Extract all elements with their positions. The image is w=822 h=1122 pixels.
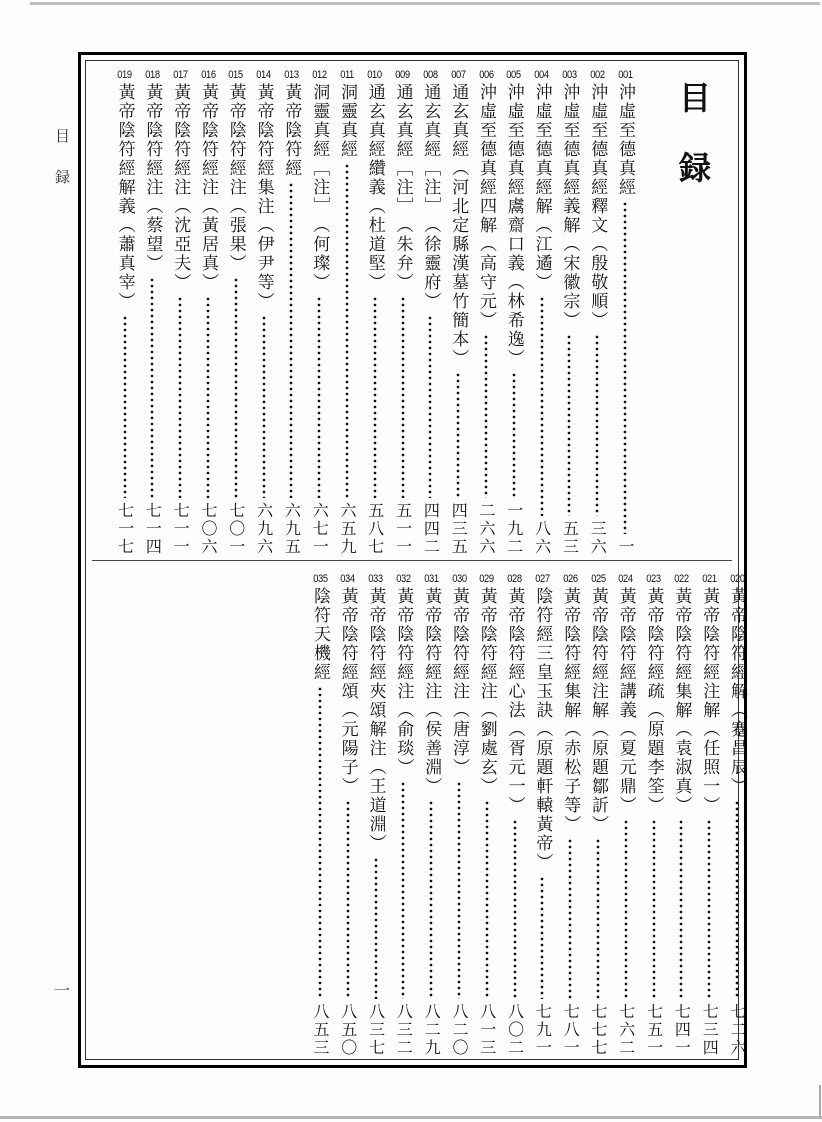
entry-page: 七二六 (728, 1003, 747, 1057)
leader-dots (567, 334, 571, 516)
entry-title: 黃帝陰符經疏︵原題李筌︶ (643, 587, 664, 815)
entry-page: 一九二 (504, 502, 524, 556)
entry-title: 黃帝陰符經 (281, 83, 302, 178)
margin-running-title: 目録 (53, 128, 71, 210)
toc-entry (474, 572, 500, 1057)
toc-entry (529, 572, 555, 1057)
section-divider (92, 560, 732, 561)
leader-dots (374, 857, 378, 999)
toc-entry (585, 572, 611, 1057)
entry-number: 001 (617, 69, 633, 81)
entry-number: 002 (590, 69, 605, 81)
entry-page: 六九五 (282, 502, 302, 556)
entry-title: 通玄真經︵河北定縣漢墓竹簡本︶ (448, 83, 469, 368)
leader-dots (457, 781, 461, 999)
entry-number: 031 (424, 573, 439, 585)
entry-page: 四三五 (449, 502, 469, 556)
toc-entry (363, 572, 389, 1057)
entry-number: 004 (534, 69, 549, 81)
toc-entry (362, 68, 388, 556)
entry-title: 黃帝陰符經注︵劉處玄︶ (476, 587, 497, 796)
entry-page: 四四二 (421, 502, 441, 556)
entry-title: 沖虛至德真經 (615, 83, 635, 197)
entry-page: 八三二 (394, 1003, 414, 1057)
entry-page: 七一一 (171, 502, 191, 556)
leader-dots (150, 277, 154, 498)
heading-char-2: 録 (678, 149, 711, 187)
entry-page: 七一七 (115, 502, 135, 556)
leader-dots (123, 315, 127, 498)
entry-number: 024 (618, 573, 633, 585)
toc-entry (445, 68, 471, 556)
toc-entry (724, 572, 750, 1057)
leader-dots (262, 315, 266, 498)
toc-entry (613, 572, 639, 1057)
entry-number: 017 (173, 69, 188, 81)
entry-page: 七一四 (143, 502, 163, 556)
entry-page: 八二九 (422, 1003, 442, 1057)
entry-title: 黃帝陰符經集注︵伊尹等︶ (253, 83, 274, 311)
leader-dots (568, 838, 572, 999)
toc-entry (251, 68, 277, 556)
entry-number: 011 (340, 69, 354, 81)
entry-page: 八五三 (311, 1003, 330, 1057)
toc-entry (418, 572, 444, 1057)
leader-dots (401, 781, 405, 999)
entry-page: 五三 (560, 520, 580, 556)
entry-title: 洞靈真經﹇注﹈︵何璨︶ (309, 83, 330, 292)
entry-title: 沖虛至德真經解︵江遹︶ (531, 83, 552, 292)
toc-entry (307, 572, 333, 1057)
toc-heading (670, 80, 720, 186)
entry-page: 二六六 (477, 502, 496, 556)
entry-title: 黃帝陰符經心法︵胥元一︶ (504, 587, 525, 815)
entry-page: 七〇六 (199, 502, 218, 556)
leader-dots (178, 296, 182, 498)
entry-title: 陰符經三皇玉訣︵原題軒轅黃帝︶ (532, 587, 553, 872)
entry-title: 通玄真經﹇注﹈︵朱弁︶ (392, 83, 413, 292)
leader-dots (206, 296, 210, 498)
leader-dots (485, 800, 489, 999)
leader-dots (234, 277, 238, 498)
leader-dots (595, 334, 599, 516)
entry-page: 七六二 (616, 1003, 636, 1057)
entry-title: 黃帝陰符經夾頌解注︵王道淵︶ (365, 587, 386, 853)
entry-number: 018 (145, 69, 160, 81)
leader-dots (623, 201, 627, 534)
entry-number: 014 (256, 69, 271, 81)
entry-title: 黃帝陰符經講義︵夏元鼎︶ (615, 587, 636, 815)
entry-number: 029 (479, 573, 494, 585)
entry-number: 023 (646, 573, 661, 585)
entry-page: 五八七 (365, 502, 385, 556)
entry-number: 028 (507, 573, 522, 585)
entry-number: 025 (590, 573, 606, 585)
toc-entry (223, 68, 249, 556)
toc-entry (335, 572, 361, 1057)
leader-dots (428, 315, 432, 498)
leader-dots (679, 819, 683, 999)
toc-entry (390, 68, 416, 556)
entry-page: 三六 (588, 520, 608, 556)
entry-title: 黃帝陰符經注︵唐淳︶ (449, 587, 469, 777)
entry-title: 黃帝陰符經注︵侯善淵︶ (421, 587, 442, 796)
entry-number: 032 (396, 573, 411, 585)
entry-number: 019 (117, 69, 132, 81)
heading-char-1: 目 (678, 79, 711, 117)
entry-number: 015 (228, 69, 243, 81)
leader-dots (707, 819, 711, 999)
toc-entry (529, 68, 555, 556)
entry-number: 033 (368, 573, 383, 585)
leader-dots (540, 876, 544, 999)
toc-entry (112, 68, 138, 556)
entry-number: 006 (478, 69, 494, 81)
entry-title: 黃帝陰符經注解︵原題鄒訢︶ (588, 587, 608, 834)
entry-title: 黃帝陰符經注︵張果︶ (225, 83, 246, 273)
entry-number: 030 (451, 573, 467, 585)
leader-dots (318, 686, 322, 999)
toc-entry (557, 572, 583, 1057)
entry-number: 008 (423, 69, 438, 81)
toc-entry (668, 572, 694, 1057)
entry-title: 黃帝陰符經解︵蹇昌辰︶ (727, 587, 747, 796)
leader-dots (317, 296, 321, 498)
entry-title: 洞靈真經 (337, 83, 357, 159)
toc-entry (278, 68, 304, 556)
leader-dots (652, 819, 656, 999)
entry-number: 022 (674, 573, 689, 585)
leader-dots (512, 372, 516, 498)
leader-dots (735, 800, 739, 999)
entry-page: 八三七 (366, 1003, 386, 1057)
entry-page: 八〇二 (505, 1003, 525, 1057)
entry-page: 八六 (532, 520, 552, 556)
leader-dots (346, 800, 350, 999)
entry-title: 黃帝陰符經集解︵赤松子等︶ (560, 587, 581, 834)
toc-entry (696, 572, 722, 1057)
entry-title: 陰符天機經 (310, 587, 330, 682)
scan-bottom-edge (0, 1116, 822, 1119)
toc-entry (306, 68, 332, 556)
leader-dots (429, 800, 433, 999)
leader-dots (401, 296, 405, 498)
entry-page: 七五一 (644, 1003, 664, 1057)
entry-number: 020 (729, 573, 745, 585)
entry-title: 黃帝陰符經解義︵蕭真宰︶ (114, 83, 135, 311)
entry-number: 027 (535, 573, 550, 585)
entry-page: 七七七 (589, 1003, 608, 1057)
scan-right-edge (819, 1085, 821, 1117)
entry-page: 一 (616, 538, 635, 556)
toc-entry (167, 68, 193, 556)
entry-number: 009 (395, 69, 410, 81)
toc-entry (473, 68, 499, 556)
entry-page: 六七一 (310, 502, 330, 556)
entry-title: 沖虛至德真經釋文︵殷敬順︶ (587, 83, 608, 330)
entry-page: 七八一 (561, 1003, 581, 1057)
toc-entry (195, 68, 221, 556)
entry-number: 026 (563, 573, 578, 585)
entry-title: 黃帝陰符經注︵蔡望︶ (142, 83, 163, 273)
scan-top-edge (30, 2, 820, 5)
entry-page: 五一一 (393, 502, 413, 556)
entry-page: 八二〇 (450, 1003, 469, 1057)
toc-entry (139, 68, 165, 556)
leader-dots (373, 296, 377, 498)
leader-dots (456, 372, 460, 498)
toc-entry (390, 572, 416, 1057)
entry-number: 012 (312, 69, 327, 81)
leader-dots (540, 296, 544, 516)
leader-dots (596, 838, 600, 999)
entry-page: 六九六 (254, 502, 274, 556)
entry-number: 021 (702, 573, 717, 585)
toc-entry (501, 68, 527, 556)
toc-entry (641, 572, 667, 1057)
entry-title: 黃帝陰符經注︵俞琰︶ (393, 587, 414, 777)
entry-page: 八一三 (477, 1003, 497, 1057)
toc-entry (417, 68, 443, 556)
entry-page: 七九一 (533, 1003, 553, 1057)
entry-title: 通玄真經﹇注﹈︵徐靈府︶ (420, 83, 441, 311)
leader-dots (289, 182, 293, 498)
toc-entry (502, 572, 528, 1057)
toc-entry (446, 572, 472, 1057)
entry-page: 七三四 (700, 1003, 720, 1057)
entry-page: 七四一 (672, 1003, 692, 1057)
margin-page-number: 一 (53, 981, 70, 1000)
entry-title: 黃帝陰符經集解︵袁淑真︶ (671, 587, 692, 815)
entry-title: 黃帝陰符經注︵黃居真︶ (198, 83, 218, 292)
entry-number: 010 (367, 69, 382, 81)
entry-page: 六五九 (338, 502, 357, 556)
entry-number: 034 (340, 573, 355, 585)
entry-title: 黃帝陰符經注解︵任照一︶ (699, 587, 720, 815)
toc-entry (334, 68, 360, 556)
entry-number: 035 (312, 573, 328, 585)
entry-title: 黃帝陰符經注︵沈亞夫︶ (170, 83, 191, 292)
entry-title: 黃帝陰符經頌︵元陽子︶ (337, 587, 358, 796)
entry-number: 007 (451, 69, 466, 81)
toc-entry (556, 68, 582, 556)
toc-entry (612, 68, 638, 556)
entry-page: 七〇一 (226, 502, 246, 556)
leader-dots (513, 819, 517, 999)
entry-title: 沖虛至德真經四解︵高守元︶ (476, 83, 496, 330)
leader-dots (345, 163, 349, 498)
entry-number: 005 (506, 69, 521, 81)
entry-number: 003 (562, 69, 577, 81)
entry-number: 016 (200, 69, 216, 81)
toc-entry (584, 68, 610, 556)
entry-title: 沖虛至德真經義解︵宋徽宗︶ (559, 83, 580, 330)
entry-page: 八五〇 (338, 1003, 358, 1057)
entry-title: 沖虛至德真經鬳齋口義︵林希逸︶ (503, 83, 524, 368)
entry-number: 013 (284, 69, 299, 81)
leader-dots (484, 334, 488, 498)
entry-title: 通玄真經纘義︵杜道堅︶ (364, 83, 385, 292)
leader-dots (624, 819, 628, 999)
